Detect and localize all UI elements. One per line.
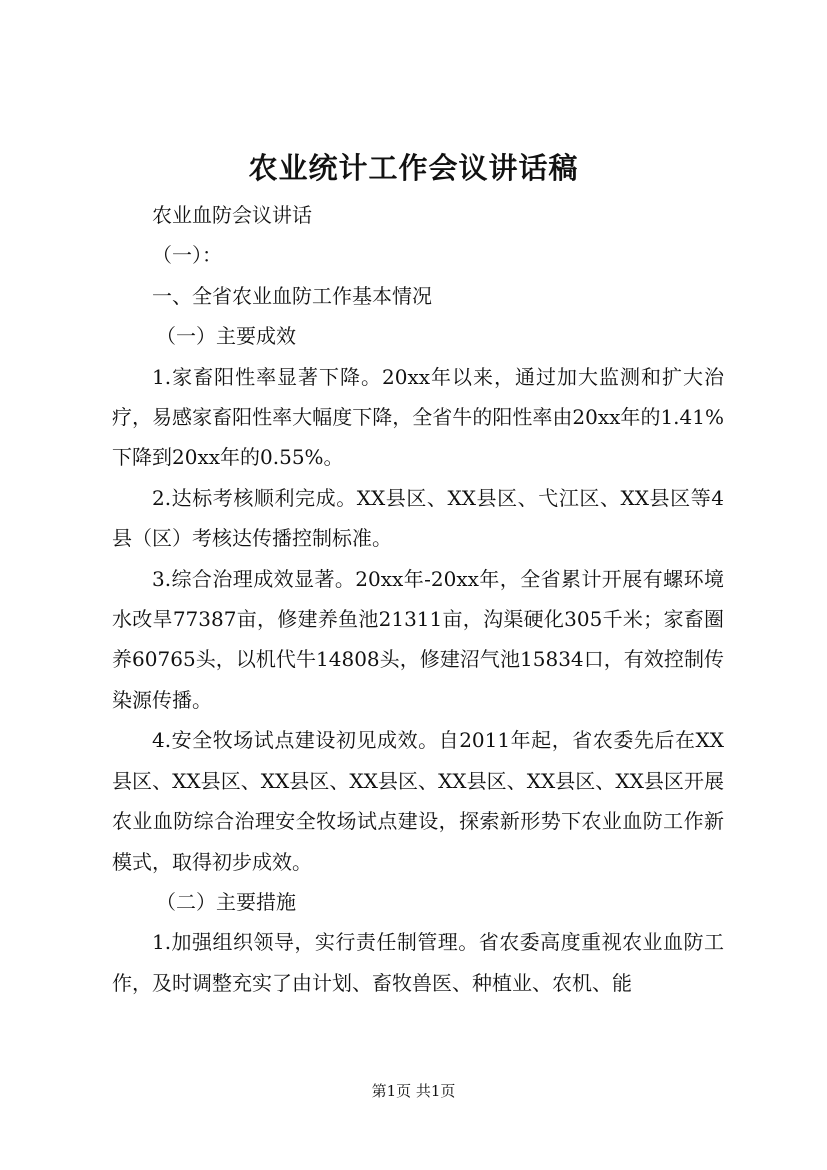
subsection-heading-measures: （二）主要措施 (156, 889, 296, 914)
page-footer: 第1页 共1页 (371, 1082, 456, 1100)
document-title: 农业统计工作会议讲话稿 (248, 151, 579, 185)
subsection-heading-achievements: （一）主要成效 (156, 324, 296, 349)
paragraph-part-one: （一）： (152, 243, 222, 268)
paragraph-item-4: 4.安全牧场试点建设初见成效。自2011年起，省农委先后在XX县区、XX县区、XX县区、XX县区、XX县区、XX县区、XX县区开展农业血防综合治理安全牧场试点建设，探索新形势下农业血防工作新模式，取得初步成效。 (112, 728, 724, 874)
paragraph-subtitle: 农业血防会议讲话 (152, 203, 312, 227)
paragraph-item-1: 1.家畜阳性率显著下降。20xx年以来，通过加大监测和扩大治疗，易感家畜阳性率大幅度下降，全省牛的阳性率由20xx年的1.41%下降到20xx年的0.55%。 (112, 364, 724, 470)
paragraph-measure-1: 1.加强组织领导，实行责任制管理。省农委高度重视农业血防工作，及时调整充实了由计划、畜牧兽医、种植业、农机、能 (112, 930, 724, 995)
paragraph-item-2: 2.达标考核顺利完成。XX县区、XX县区、弋江区、XX县区等4县（区）考核达传播控制标准。 (112, 485, 724, 551)
section-heading-one: 一、全省农业血防工作基本情况 (152, 283, 432, 308)
paragraph-item-3: 3.综合治理成效显著。20xx年-20xx年，全省累计开展有螺环境水改旱77387亩，修建养鱼池21311亩，沟渠硬化305千米；家畜圈养60765头，以机代牛14808头，修建沼气池15834口，有效控制传染源传播。 (112, 566, 724, 712)
document-body (112, 195, 724, 1003)
